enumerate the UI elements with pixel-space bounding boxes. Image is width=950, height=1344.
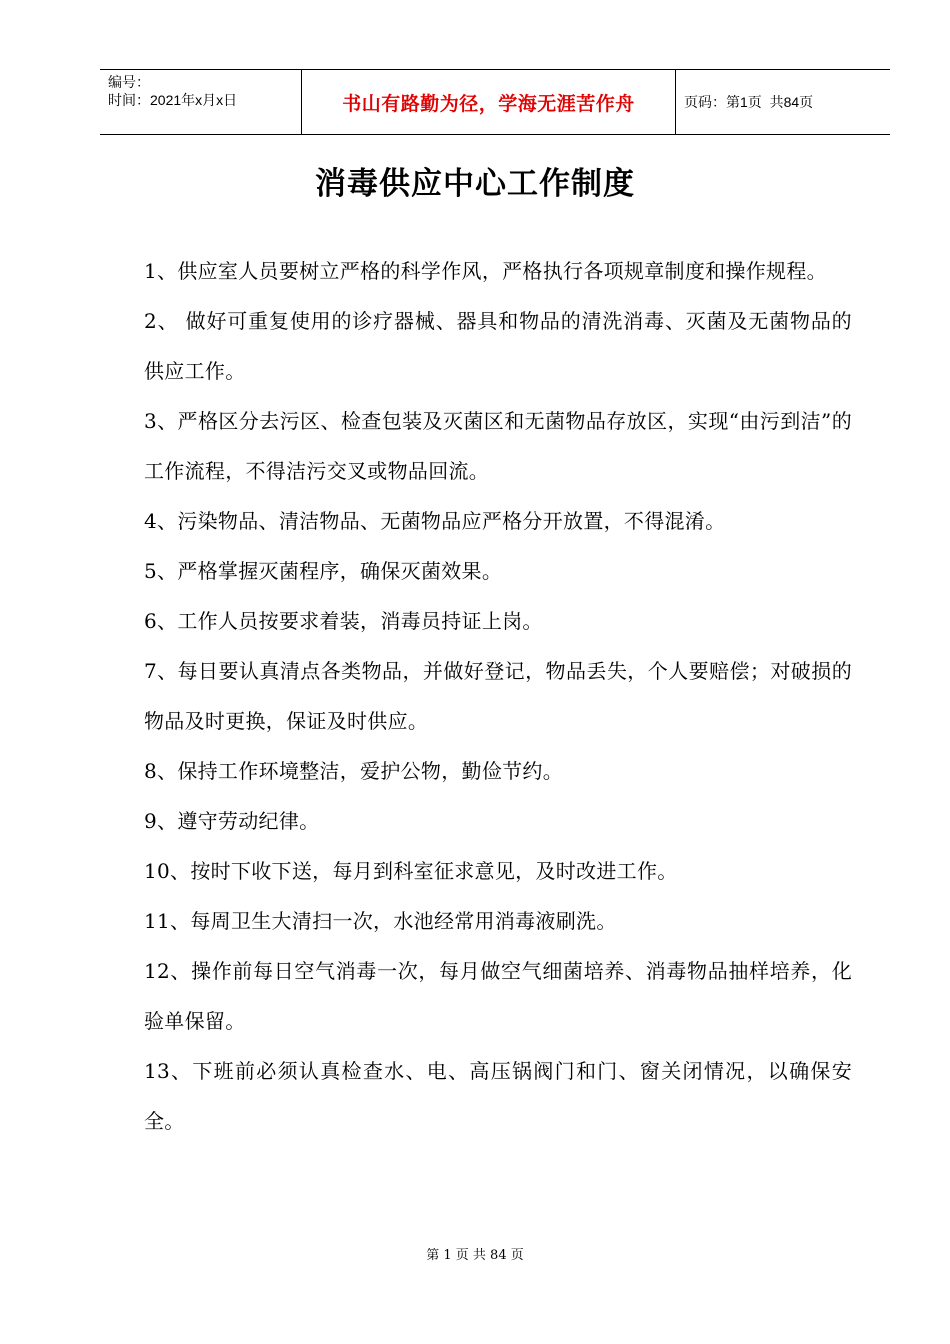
header-page-info bbox=[676, 70, 890, 134]
header-meta bbox=[100, 70, 302, 134]
rule-item-2: 2、 做好可重复使用的诊疗器械、器具和物品的清洗消毒、灭菌及无菌物品的供应工作。 bbox=[144, 309, 852, 383]
rule-item-3: 3、严格区分去污区、检查包装及灭菌区和无菌物品存放区，实现“由污到洁”的工作流程，不得洁污交叉或物品回流。 bbox=[144, 409, 852, 483]
rule-item-11: 11、每周卫生大清扫一次，水池经常用消毒液刷洗。 bbox=[144, 909, 617, 933]
rule-item-13: 13、下班前必须认真检查水、电、高压锅阀门和门、窗关闭情况，以确保安全。 bbox=[144, 1059, 852, 1133]
header-page-label: 页码：第1页 共84页 bbox=[684, 94, 814, 110]
document-time-label: 时间：2021年x月x日 bbox=[108, 92, 238, 108]
document-title: 消毒供应中心工作制度 bbox=[315, 166, 635, 202]
page-footer: 第 1 页 共 84 页 bbox=[426, 1248, 524, 1263]
document-number-label: 编号： bbox=[108, 74, 150, 90]
rule-item-9: 9、遵守劳动纪律。 bbox=[144, 809, 320, 833]
rule-item-5: 5、严格掌握灭菌程序，确保灭菌效果。 bbox=[144, 559, 503, 583]
rule-item-7: 7、每日要认真清点各类物品，并做好登记，物品丢失，个人要赔偿；对破损的物品及时更换，保证及时供应。 bbox=[144, 659, 852, 733]
rule-item-1: 1、供应室人员要树立严格的科学作风，严格执行各项规章制度和操作规程。 bbox=[144, 259, 827, 283]
rule-item-8: 8、保持工作环境整洁，爱护公物，勤俭节约。 bbox=[144, 759, 564, 783]
page-header bbox=[100, 69, 890, 135]
rule-item-4: 4、污染物品、清洁物品、无菌物品应严格分开放置，不得混淆。 bbox=[144, 509, 726, 533]
header-motto: 书山有路勤为径，学海无涯苦作舟 bbox=[302, 70, 676, 134]
rule-item-10: 10、按时下收下送，每月到科室征求意见，及时改进工作。 bbox=[144, 859, 678, 883]
document-body bbox=[144, 258, 852, 1146]
rule-item-12: 12、操作前每日空气消毒一次，每月做空气细菌培养、消毒物品抽样培养，化验单保留。 bbox=[144, 959, 852, 1033]
rule-item-6: 6、工作人员按要求着装，消毒员持证上岗。 bbox=[144, 609, 543, 633]
